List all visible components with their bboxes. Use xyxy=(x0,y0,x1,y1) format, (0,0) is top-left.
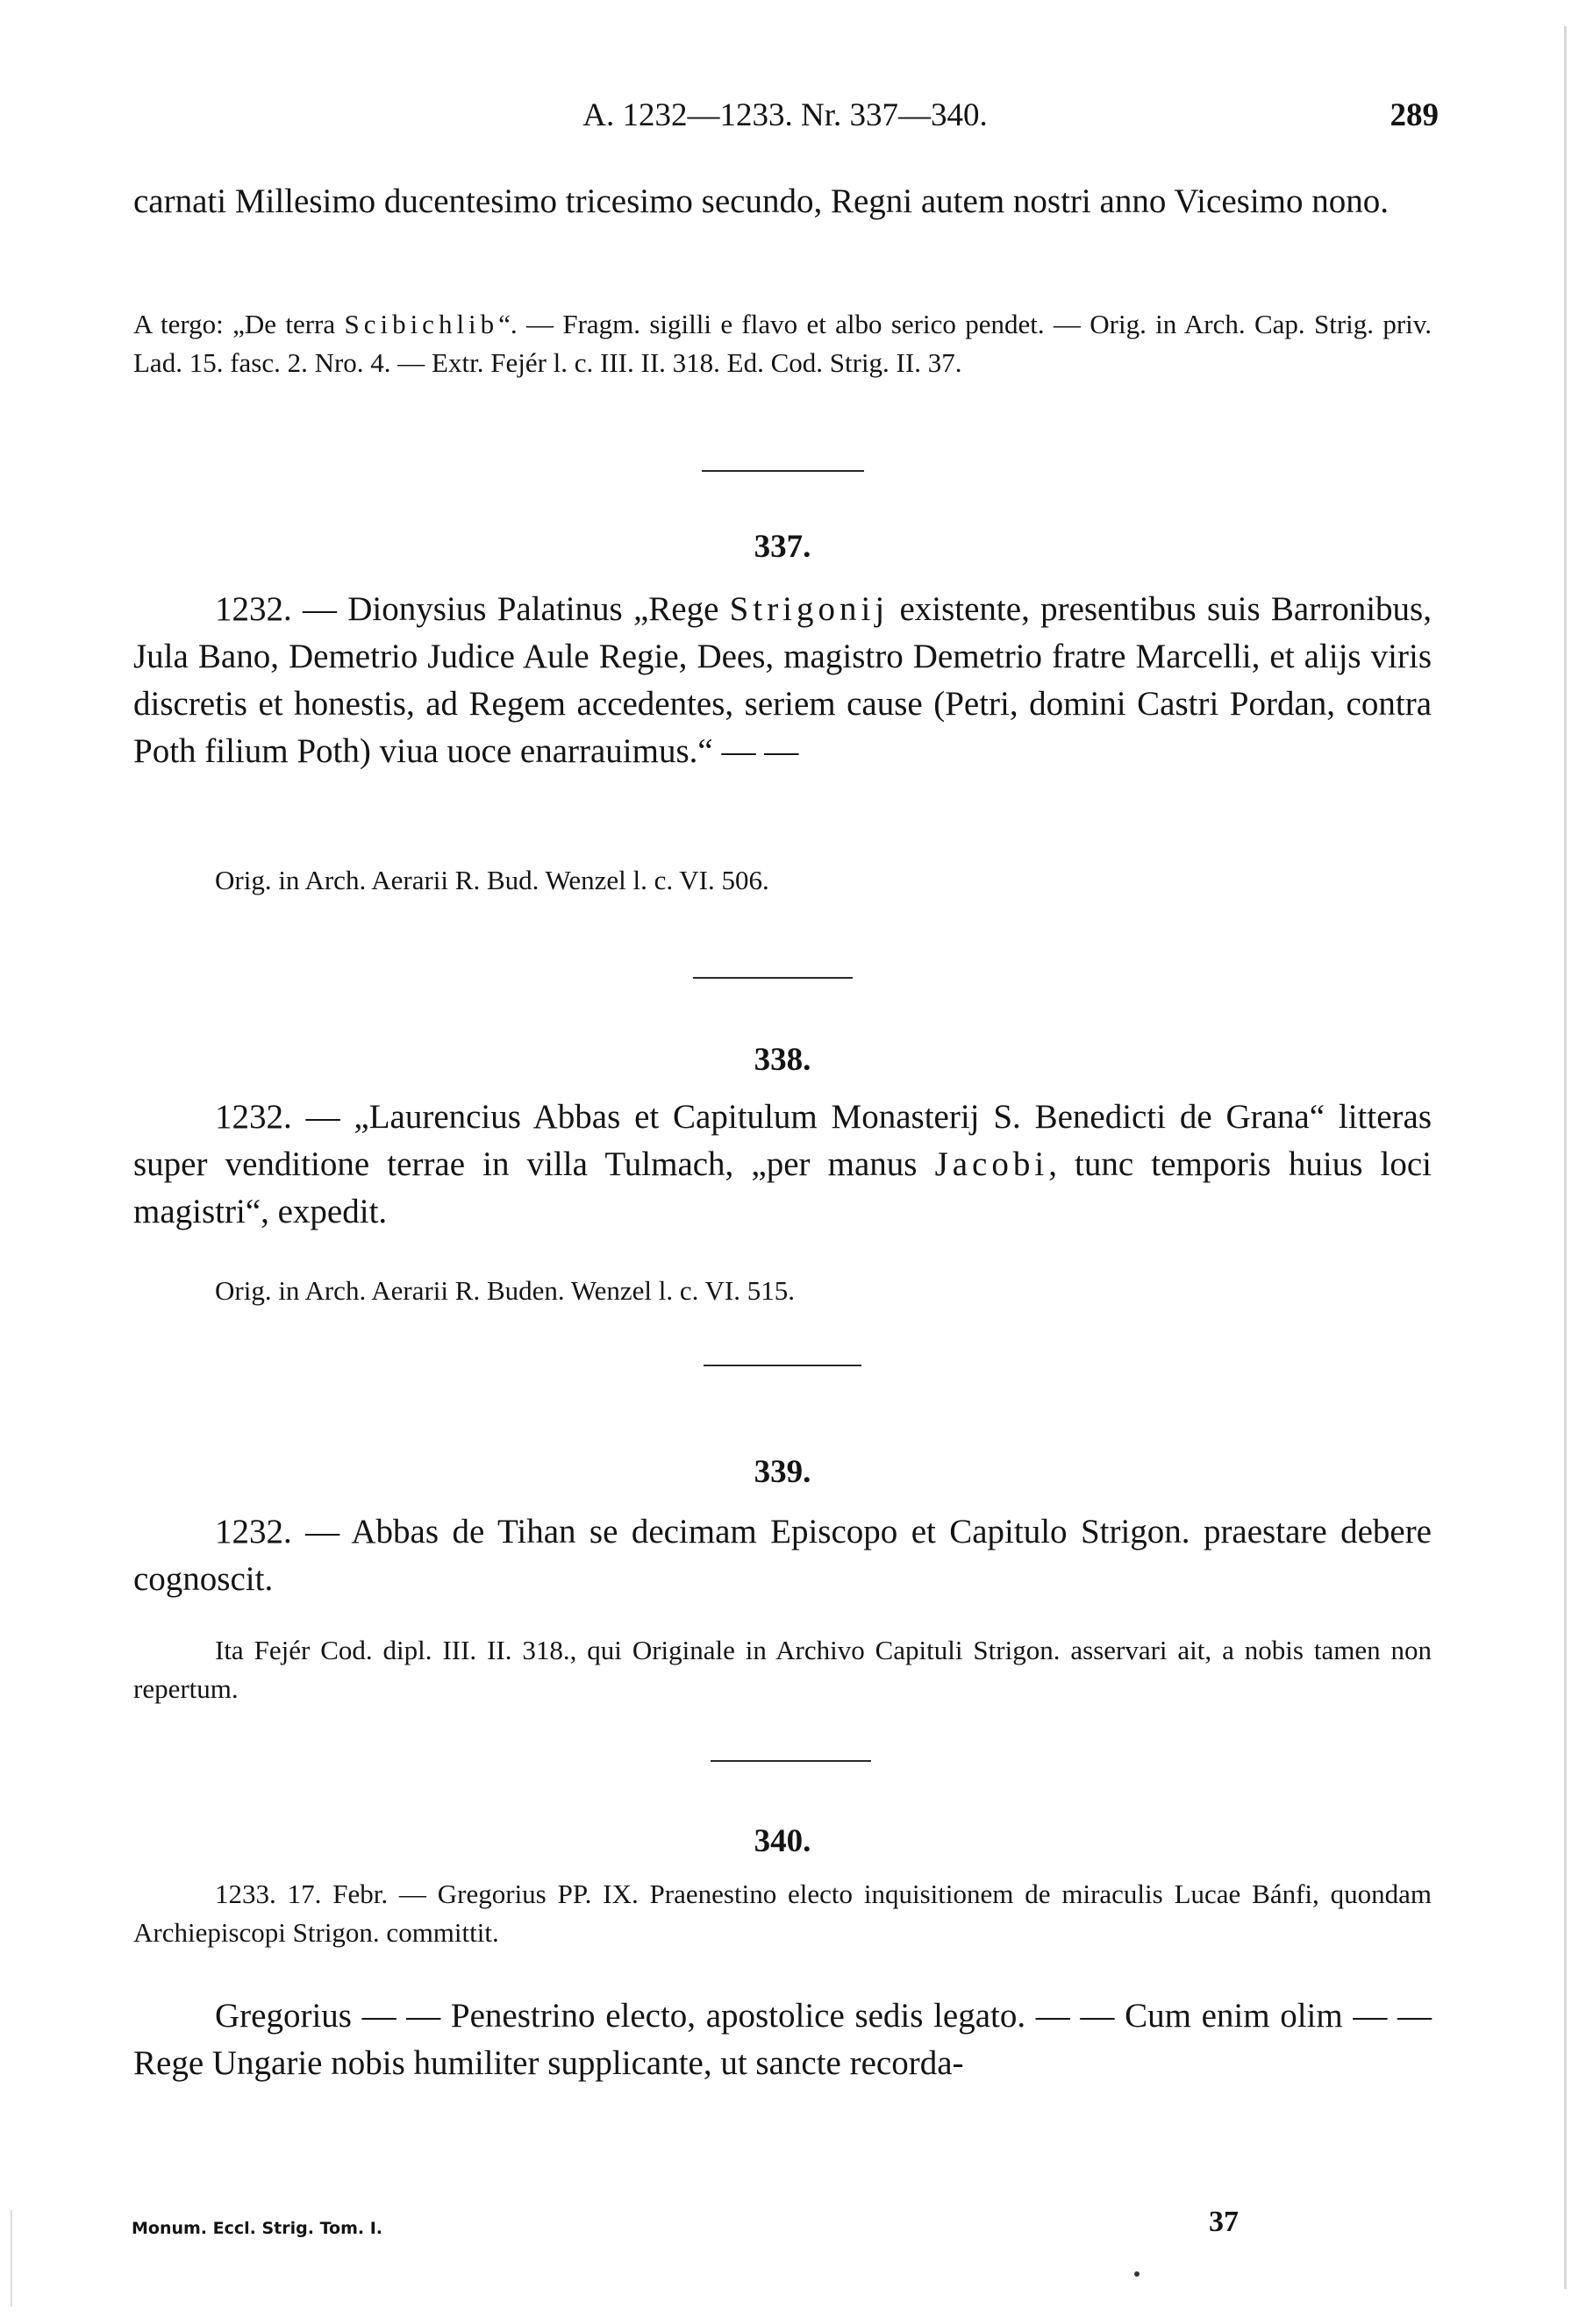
intro-note: A tergo: „De terra Scibichlib“. — Fragm. sigilli e flavo et albo serico pendet. — Orig. in Arch. Cap. Strig. priv. Lad. 15. fasc. 2. Nro. 4. — Extr. Fejér l. c. III. II. 318. Ed. Cod. Strig. II. 37. xyxy=(133,309,1433,378)
section-divider xyxy=(702,470,864,472)
section-divider xyxy=(704,1365,861,1366)
intro-text: carnati Millesimo ducentesimo tricesimo secundo, Regni autem nostri anno Vicesimo nono. xyxy=(133,182,1389,220)
entry-summary: 1233. 17. Febr. — Gregorius PP. IX. Praenestino electo inquisitionem de miraculis Lucae Bánfi, quondam Archiepiscopi Strigon. committit. xyxy=(133,1878,1432,1948)
entry-note: Ita Fejér Cod. dipl. III. II. 318., qui Originale in Archivo Capituli Strigon. asservari ait, a nobis tamen non repertum. xyxy=(133,1635,1432,1704)
running-title: A. 1232—1233. Nr. 337—340. xyxy=(582,97,988,133)
page-number: 289 xyxy=(1390,97,1439,133)
entry-text: 1232. — Dionysius Palatinus „Rege Strigonij existente, presentibus suis Barronibus, Jula Bano, Demetrio Judice Aule Regie, Dees, magistro Demetrio fratre Marcelli, et alijs viris discretis et honestis, ad Regem accedentes, seriem cause (Petri, domini Castri Pordan, contra Poth filium Poth) viua uoce enarrauimus.“ — — xyxy=(133,590,1432,770)
entry-note: Orig. in Arch. Aerarii R. Bud. Wenzel l. c. VI. 506. xyxy=(215,865,769,895)
entry-text: 1232. — „Laurencius Abbas et Capitulum Monasterij S. Benedicti de Grana“ litteras super venditione terrae in villa Tulmach, „per manus Jacobi, tunc temporis huius loci magistri“, expedit. xyxy=(133,1098,1432,1230)
entry-number: 340. xyxy=(754,1823,811,1859)
page-header xyxy=(132,96,1439,140)
entry-text: Gregorius — — Penestrino electo, apostolice sedis legato. — — Cum enim olim — — Rege Ungarie nobis humiliter supplicante, ut sancte recorda- xyxy=(133,1997,1432,2082)
page-edge xyxy=(11,2210,12,2306)
entry-note: Orig. in Arch. Aerarii R. Buden. Wenzel l. c. VI. 515. xyxy=(215,1275,796,1306)
entry-number: 337. xyxy=(754,529,811,565)
footer-sheet-number: 37 xyxy=(1209,2206,1239,2238)
page-edge xyxy=(1564,26,1567,2289)
print-mark xyxy=(1134,2271,1140,2277)
section-divider xyxy=(711,1760,871,1762)
footer-signature: Monum. Eccl. Strig. Tom. I. xyxy=(132,2219,382,2238)
section-divider xyxy=(693,977,853,979)
entry-number: 339. xyxy=(754,1454,811,1490)
entry-text: 1232. — Abbas de Tihan se decimam Episcopo et Capitulo Strigon. praestare debere cognoscit. xyxy=(133,1513,1432,1598)
entry-number: 338. xyxy=(754,1042,811,1078)
